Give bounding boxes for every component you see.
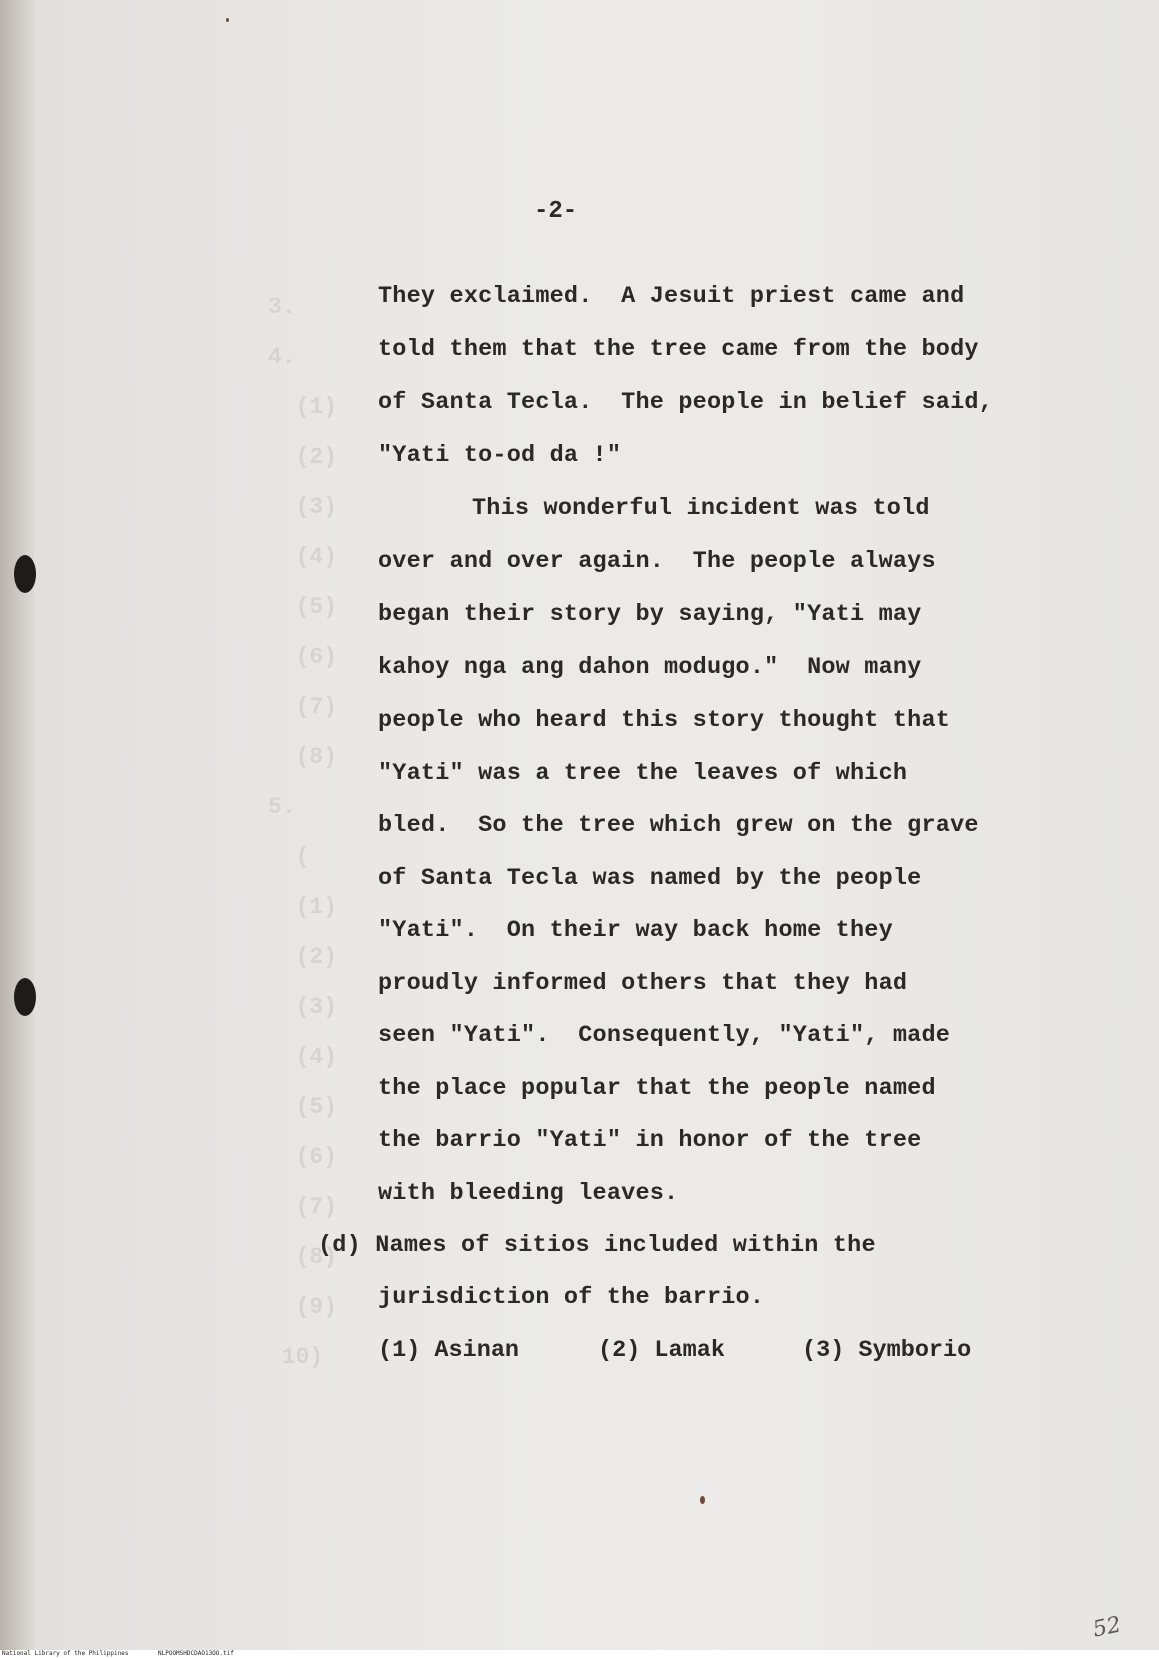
- body-line-12: of Santa Tecla was named by the people: [378, 865, 922, 892]
- body-line-11: bled. So the tree which grew on the grave: [378, 812, 979, 839]
- body-line-15: seen "Yati". Consequently, "Yati", made: [378, 1022, 951, 1049]
- footer-filename: NLPOOMSHDCDAO13OO.tif: [158, 1650, 234, 1657]
- body-line-7: began their story by saying, "Yati may: [378, 601, 922, 628]
- sitio-asinan: (1) Asinan: [378, 1337, 520, 1364]
- body-line-3: of Santa Tecla. The people in belief said,: [378, 389, 993, 416]
- body-line-5: This wonderful incident was told: [472, 495, 930, 522]
- page-number: -2-: [534, 198, 578, 225]
- body-line-1: They exclaimed. A Jesuit priest came and: [378, 283, 965, 310]
- bleed-through: 3. 4. (1) (2) (3) (4) (5) (6) (7) (8) 5. ( (1) (2) (3) (4) (5) (6) (7) (8) (9) 10): [268, 294, 338, 1370]
- body-line-18: with bleeding leaves.: [378, 1180, 679, 1207]
- body-line-20: jurisdiction of the barrio.: [378, 1284, 765, 1311]
- body-line-19: (d) Names of sitios included within the: [318, 1232, 876, 1259]
- body-line-10: "Yati" was a tree the leaves of which: [378, 760, 908, 787]
- sitio-symborio: (3) Symborio: [802, 1337, 972, 1364]
- paper-speck: [226, 18, 229, 22]
- body-line-4: "Yati to-od da !": [378, 442, 622, 469]
- body-line-13: "Yati". On their way back home they: [378, 917, 893, 944]
- sitio-lamak: (2) Lamak: [598, 1337, 725, 1364]
- body-line-16: the place popular that the people named: [378, 1075, 936, 1102]
- footer-library: National Library of the Philippines: [2, 1650, 129, 1657]
- body-line-17: the barrio "Yati" in honor of the tree: [378, 1127, 922, 1154]
- body-line-6: over and over again. The people always: [378, 548, 936, 575]
- body-line-8: kahoy nga ang dahon modugo." Now many: [378, 654, 922, 681]
- binding-edge: [0, 0, 34, 1650]
- body-line-14: proudly informed others that they had: [378, 970, 908, 997]
- body-line-9: people who heard this story thought that: [378, 707, 951, 734]
- paper-speck: [700, 1496, 705, 1504]
- body-line-2: told them that the tree came from the body: [378, 336, 979, 363]
- handwritten-page-note: 52: [1090, 1612, 1124, 1643]
- punch-hole-bottom: [14, 978, 36, 1016]
- punch-hole-top: [14, 555, 36, 593]
